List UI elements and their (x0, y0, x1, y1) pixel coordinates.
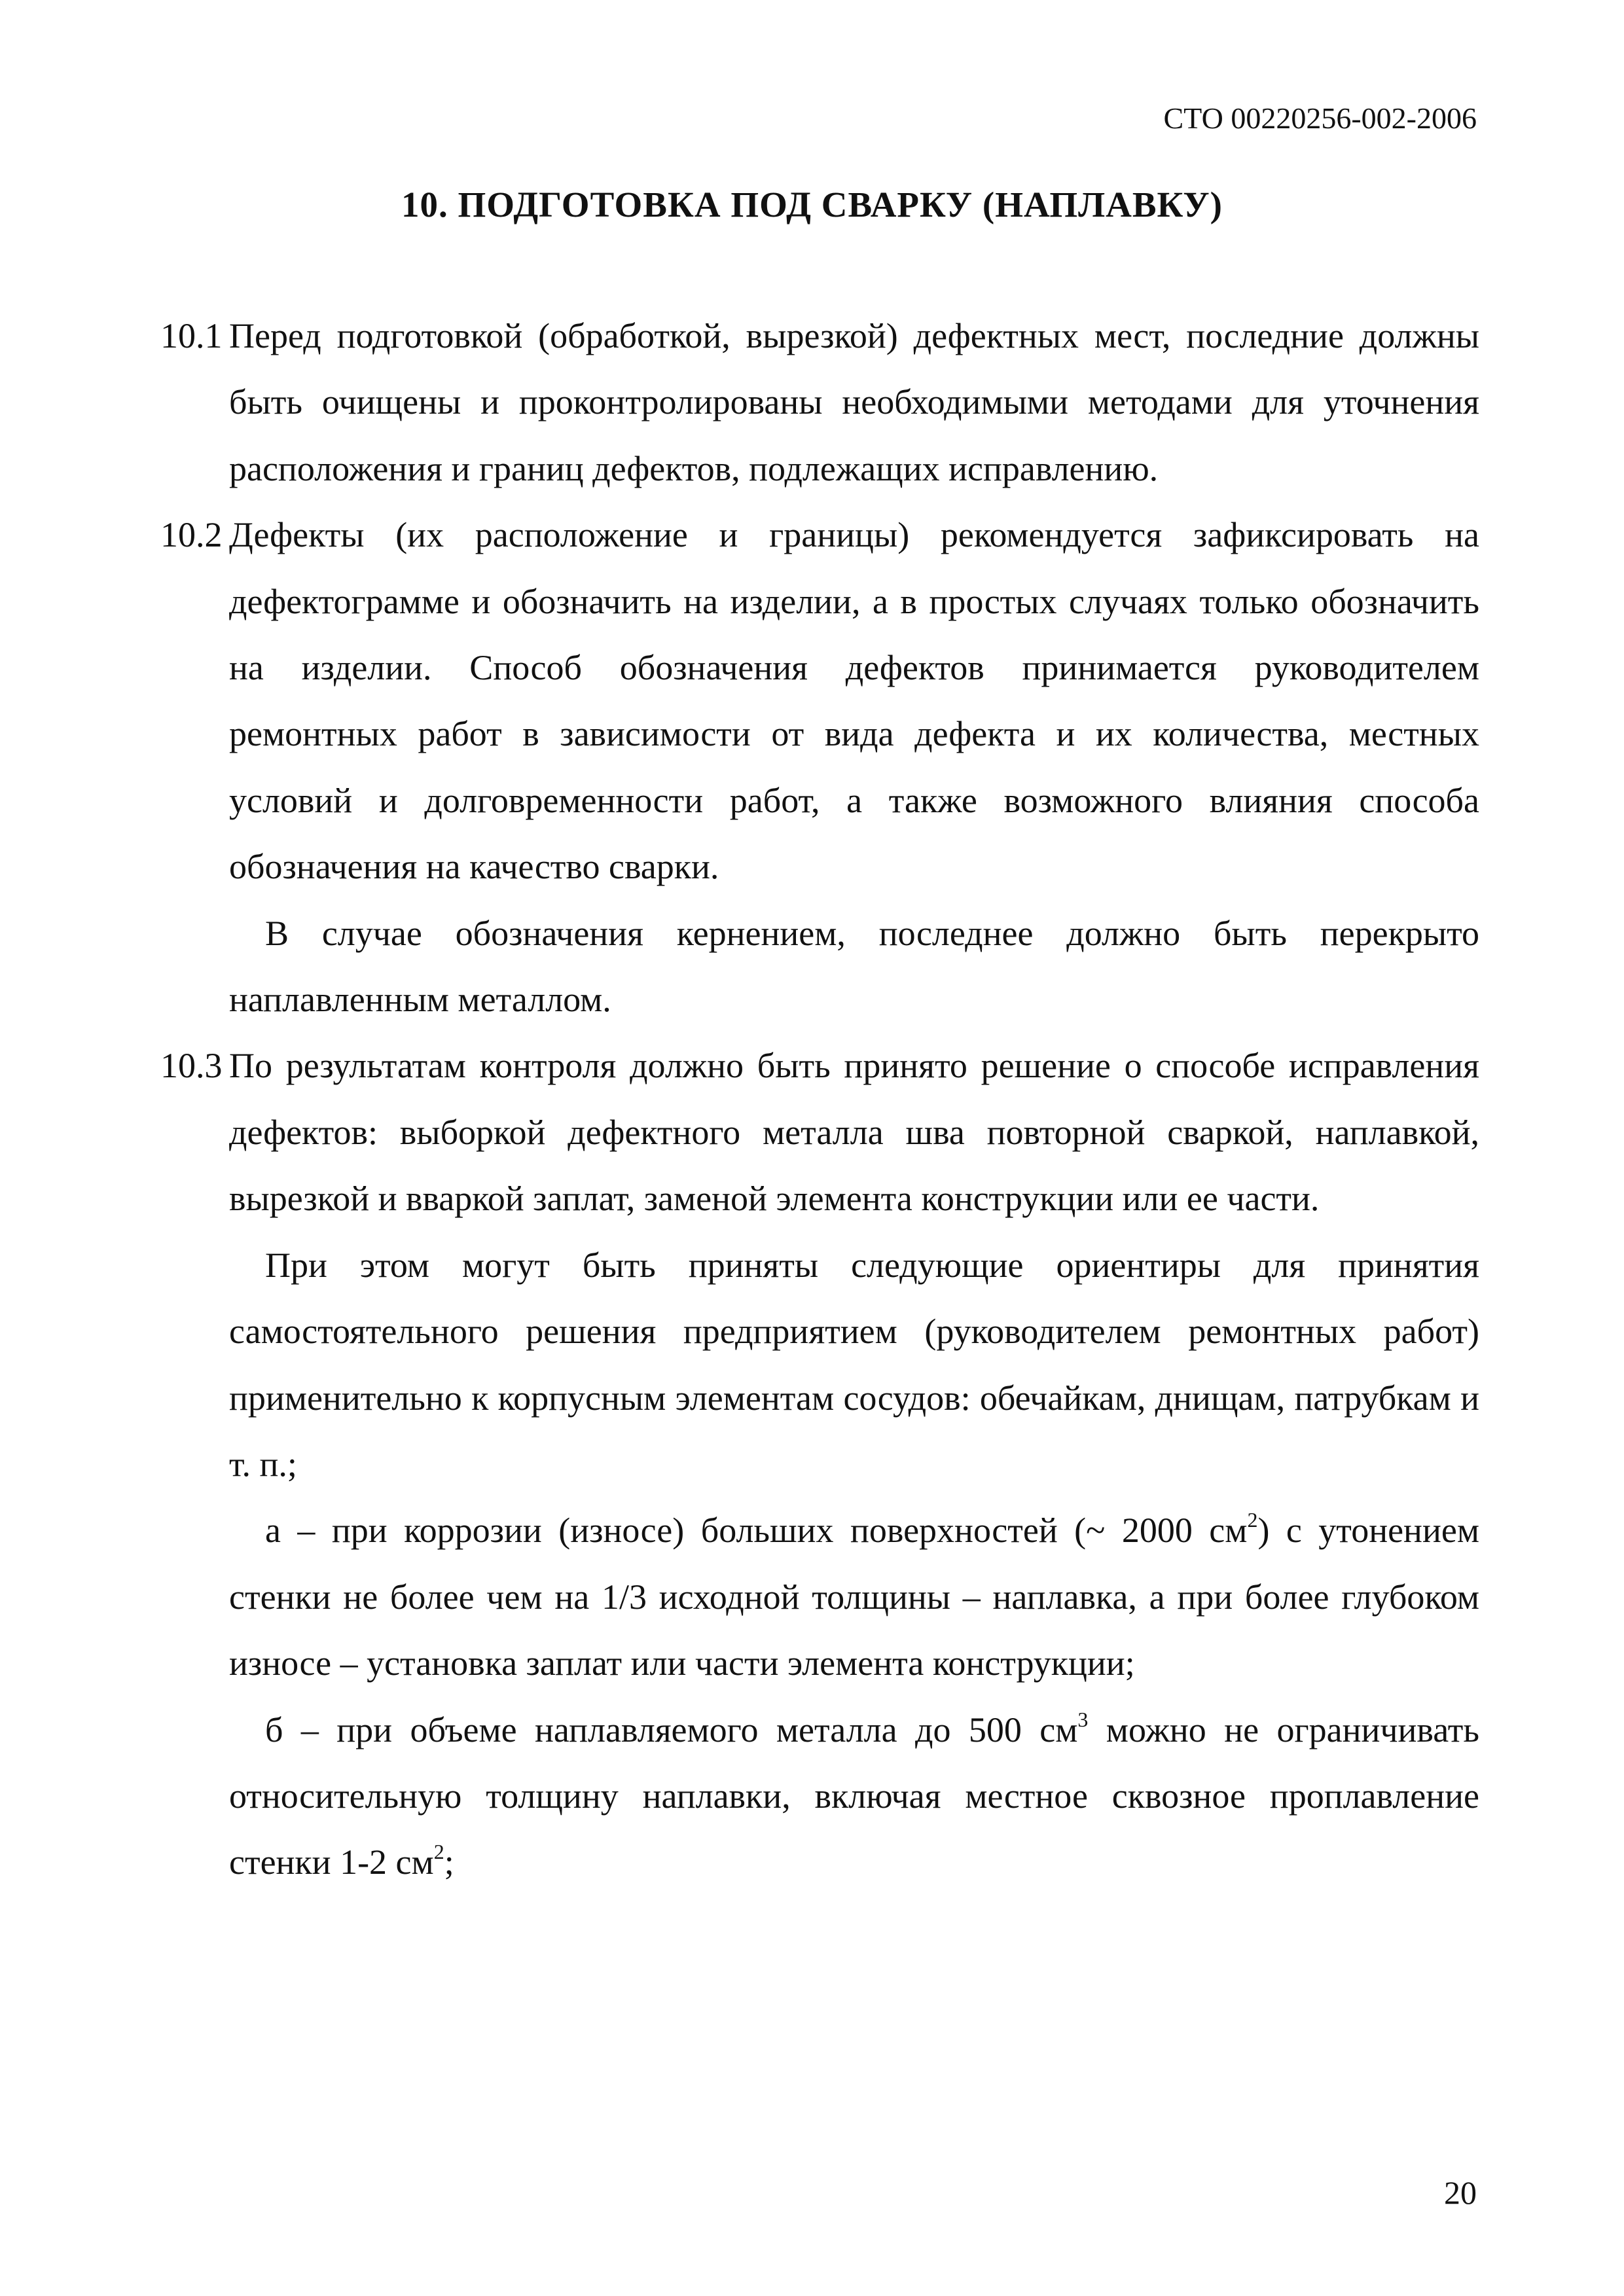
item-text-continued: можно не ограничивать относительную толщину наплавки, включая местное сквозное проплавление стенки 1-2 см (229, 1710, 1480, 1882)
clause-number: 10.2 (160, 515, 223, 555)
clause-text: Перед подготовкой (обработкой, вырезкой) дефектных мест, последние должны быть очищены и проконтролированы необходимыми методами для уточнения расположения и границ дефектов, подлежащих исправлению. (229, 316, 1479, 488)
clause-number: 10.1 (160, 316, 223, 355)
item-text: а – при коррозии (износе) больших поверхностей (~ 2000 см (265, 1511, 1248, 1551)
superscript: 2 (433, 1840, 444, 1864)
superscript: 2 (1247, 1508, 1258, 1532)
clause-10-1 (160, 303, 1479, 502)
item-text-continued: ) с утонением стенки не более чем на 1/3 исходной толщины – наплавка, а при более глубоком износе – установка заплат или части элемента конструкции; (229, 1511, 1479, 1683)
page-number: 20 (1444, 2174, 1477, 2211)
clause-10-3 (160, 1033, 1479, 1232)
superscript: 3 (1077, 1707, 1089, 1731)
item-text-end: ; (444, 1842, 454, 1882)
clause-10-2-paragraph (160, 901, 1479, 1033)
list-item-a (160, 1498, 1479, 1696)
item-text: б – при объеме наплавляемого металла до 500 см (265, 1710, 1078, 1749)
clause-text: Дефекты (их расположение и границы) рекомендуется зафиксировать на дефектограмме и обозначить на изделии, а в простых случаях только обозначить на изделии. Способ обозначения дефектов принимается руководителем ремонтных работ в зависимости от вида дефекта и их количества, местных условий и долговременности работ, а также возможного влияния способа обозначения на качество сварки. (229, 515, 1479, 887)
list-item-b (160, 1697, 1479, 1896)
paragraph-text: При этом могут быть приняты следующие ориентиры для принятия самостоятельного решения предприятием (руководителем ремонтных работ) применительно к корпусным элементам сосудов: обечайкам, днищам, патрубкам и т. п.; (229, 1245, 1479, 1484)
document-code: СТО 00220256-002-2006 (1163, 101, 1477, 135)
document-body (160, 303, 1479, 1896)
clause-text: По результатам контроля должно быть принято решение о способе исправления дефектов: выборкой дефектного металла шва повторной сваркой, наплавкой, вырезкой и вваркой заплат, заменой элемента конструкции или ее части. (229, 1046, 1479, 1219)
clause-10-2 (160, 502, 1479, 900)
clause-number: 10.3 (160, 1046, 223, 1086)
clause-10-3-paragraph (160, 1232, 1479, 1498)
paragraph-text: В случае обозначения кернением, последнее должно быть перекрыто наплавленным металлом. (229, 913, 1479, 1020)
section-title: 10. ПОДГОТОВКА ПОД СВАРКУ (НАПЛАВКУ) (401, 185, 1223, 224)
